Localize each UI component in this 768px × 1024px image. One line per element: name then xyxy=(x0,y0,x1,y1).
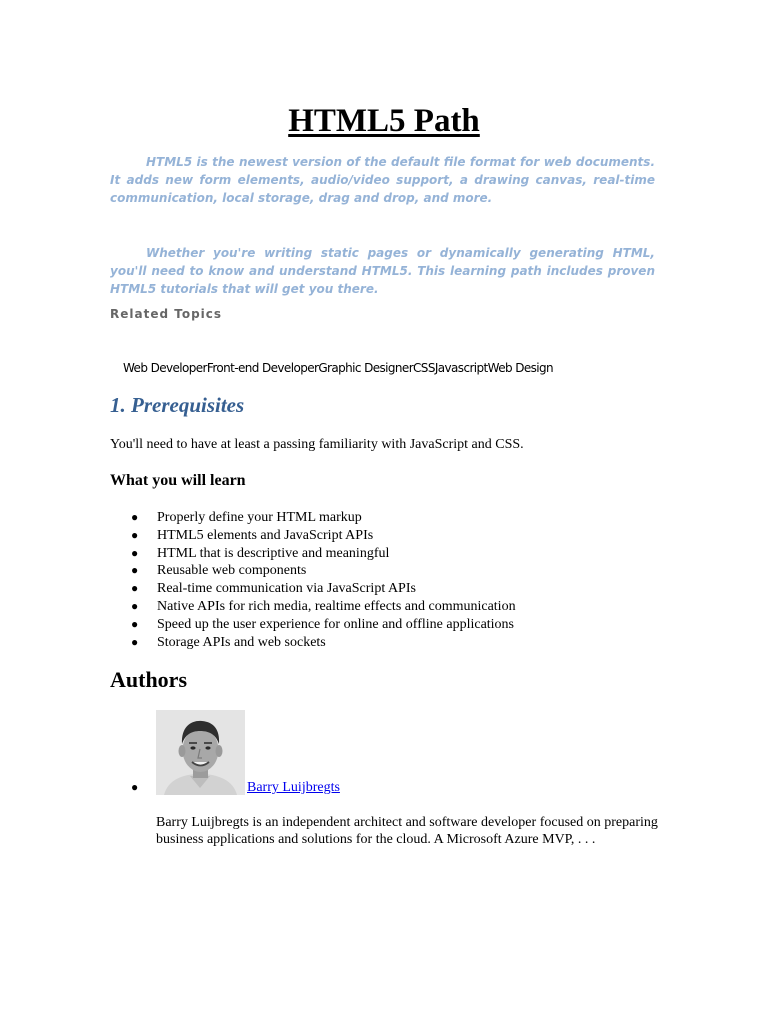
list-item-text: Real-time communication via JavaScript APIs xyxy=(157,581,416,597)
list-item xyxy=(110,580,516,598)
page-title: HTML5 Path xyxy=(288,103,480,139)
bullet-icon: ● xyxy=(131,598,139,613)
authors-heading: Authors xyxy=(110,667,188,692)
list-item xyxy=(110,562,516,580)
list-item-text: HTML that is descriptive and meaningful xyxy=(157,545,390,561)
related-topics-heading: Related Topics xyxy=(110,307,223,321)
topic-link[interactable]: Graphic Designer xyxy=(318,361,414,375)
topic-link[interactable]: Web Developer xyxy=(123,361,207,375)
bullet-icon: ● xyxy=(131,545,139,560)
intro-paragraph: HTML5 is the newest version of the default file format for web documents. It adds new form elements, audio/video support, a drawing canvas, real-time communication, local storage, drag and drop, and more. xyxy=(110,155,655,205)
author-name-link[interactable]: Barry Luijbregts xyxy=(247,780,340,795)
bullet-icon: ● xyxy=(131,780,139,794)
bullet-icon: ● xyxy=(131,527,139,542)
bullet-icon: ● xyxy=(131,581,139,596)
list-item-text: Reusable web components xyxy=(157,563,307,579)
topic-link[interactable]: Web Design xyxy=(487,361,554,375)
topic-link[interactable]: Front-end Developer xyxy=(206,361,319,375)
list-item xyxy=(110,598,516,616)
list-item xyxy=(110,527,516,545)
list-item-text: Properly define your HTML markup xyxy=(157,510,362,525)
list-item-text: Native APIs for rich media, realtime effects and communication xyxy=(157,598,516,614)
list-item xyxy=(110,634,516,652)
list-item-text: HTML5 elements and JavaScript APIs xyxy=(157,527,374,543)
prerequisites-text: You'll need to have at least a passing familiarity with JavaScript and CSS. xyxy=(110,437,524,452)
intro-paragraph: Whether you're writing static pages or dynamically generating HTML, you'll need to know and understand HTML5. This learning path includes proven HTML5 tutorials that will get you there. xyxy=(110,246,655,296)
bullet-icon: ● xyxy=(131,510,139,524)
bullet-icon: ● xyxy=(131,634,139,649)
bullet-icon: ● xyxy=(131,616,139,631)
learn-heading: What you will learn xyxy=(110,472,246,489)
list-item-text: Storage APIs and web sockets xyxy=(157,634,326,650)
topic-link[interactable]: Javascript xyxy=(434,361,488,375)
prerequisites-heading: 1. Prerequisites xyxy=(110,393,245,417)
learn-list xyxy=(110,509,516,651)
list-item xyxy=(110,545,516,563)
author-avatar[interactable] xyxy=(156,710,245,795)
topic-link[interactable]: CSS xyxy=(413,361,435,375)
related-topics-list xyxy=(123,361,553,375)
author-portrait-image xyxy=(156,710,245,795)
list-item xyxy=(110,616,516,634)
bullet-icon: ● xyxy=(131,563,139,578)
author-bio: Barry Luijbregts is an independent architect and software developer focused on preparing business applications and solutions for the cloud. A Microsoft Azure MVP, . . . xyxy=(156,815,658,847)
list-item-text: Speed up the user experience for online and offline applications xyxy=(157,616,515,632)
list-item xyxy=(110,509,516,527)
